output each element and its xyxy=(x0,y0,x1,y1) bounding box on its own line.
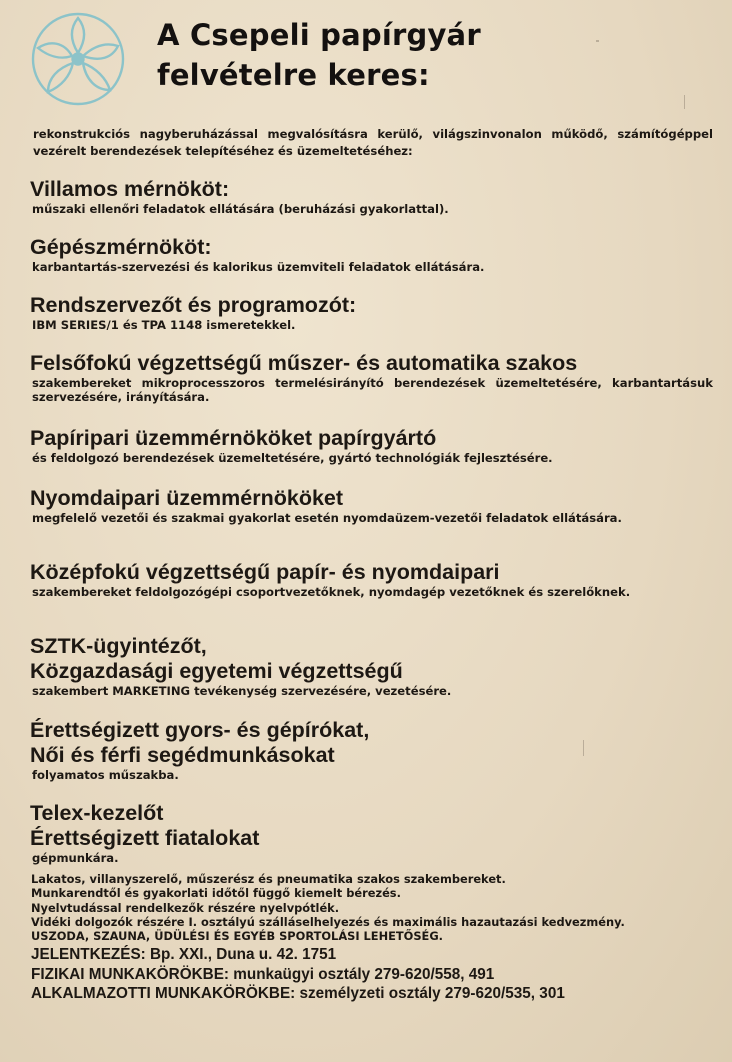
headline-company: A Csepeli papírgyár xyxy=(157,18,481,52)
position-title-secondary: Női és férfi segédmunkásokat xyxy=(30,743,335,767)
position-title: Középfokú végzettségű papír- és nyomdaipari xyxy=(30,560,500,584)
position-title: Papíripari üzemmérnököket papírgyártó xyxy=(30,426,437,450)
position-telex-operator xyxy=(30,801,713,865)
footer-benefits xyxy=(31,872,715,1004)
footer-line: USZODA, SZAUNA, ÜDÜLÉSI ÉS EGYÉB SPORTOLÁSI LEHETŐSÉG. xyxy=(31,929,444,944)
footer-line: Lakatos, villanyszerelő, műszerész és pneumatika szakos szakembereket. xyxy=(31,872,506,886)
position-sztk-admin xyxy=(30,634,713,698)
position-desc: szakembereket feldolgozógépi csoportvezetőknek, nyomdagép vezetőknek és szerelőknek. xyxy=(32,585,631,599)
position-desc: gépmunkára. xyxy=(32,851,119,865)
position-mechanical-engineer xyxy=(30,235,713,274)
position-title: Gépészmérnököt: xyxy=(30,235,212,259)
contact-address: JELENTKEZÉS: Bp. XXI., Duna u. 42. 1751 xyxy=(31,946,337,964)
position-title: Felsőfokú végzettségű műszer- és automatika szakos xyxy=(30,351,578,375)
position-technician xyxy=(30,560,713,599)
position-systems-analyst xyxy=(30,293,713,332)
position-electrical-engineer xyxy=(30,177,713,216)
position-title: SZTK-ügyintézőt, xyxy=(30,634,207,658)
footer-line: Nyelvtudással rendelkezők részére nyelvpótlék. xyxy=(31,900,340,915)
position-desc: műszaki ellenőri feladatok ellátására (beruházási gyakorlattal). xyxy=(32,202,449,216)
position-desc: karbantartás-szervezési és kalorikus üzemviteli feladatok ellátására. xyxy=(32,260,485,274)
position-desc: IBM SERIES/1 és TPA 1148 ismeretekkel. xyxy=(32,318,296,332)
position-desc: megfelelő vezetői és szakmai gyakorlat esetén nyomdaüzem-vezetői feladatok ellátására. xyxy=(32,511,622,525)
position-desc: szakembereket mikroprocesszoros termelésirányító berendezések üzemeltetésére, karbantartásuk szervezésére, irányítására. xyxy=(32,376,713,404)
position-desc: és feldolgozó berendezések üzemeltetésére, gyártó technológiák fejlesztésére. xyxy=(32,451,553,465)
position-title: Rendszervezőt és programozót: xyxy=(30,293,357,317)
position-title: Villamos mérnököt: xyxy=(30,177,230,201)
position-typists xyxy=(30,718,713,782)
position-title: Telex-kezelőt xyxy=(30,801,164,825)
intro-text: rekonstrukciós nagyberuházással megvalósításra kerülő, világszinvonalon működő, számítógéppel vezérelt berendezések telepítéséhez és üzemeltetéséhez: xyxy=(33,127,713,158)
position-title-secondary: Közgazdasági egyetemi végzettségű xyxy=(30,659,403,683)
position-desc: folyamatos műszakba. xyxy=(32,768,179,782)
stylized-flower-logo-icon xyxy=(26,10,130,108)
paper-scratch xyxy=(684,95,685,109)
position-paper-engineer xyxy=(30,426,713,465)
footer-line: Munkarendtől és gyakorlati időtől függő kiemelt bérezés. xyxy=(31,886,401,901)
paper-scratch xyxy=(596,40,599,42)
position-automation-specialist xyxy=(30,351,713,404)
headline-recruiting: felvételre keres: xyxy=(157,58,430,92)
position-printing-engineer xyxy=(30,486,713,525)
position-title: Érettségizett gyors- és gépírókat, xyxy=(30,718,370,742)
position-title: Nyomdaipari üzemmérnököket xyxy=(30,486,344,510)
position-title-secondary: Érettségizett fiatalokat xyxy=(30,826,260,850)
position-desc: szakembert MARKETING tevékenység szervezésére, vezetésére. xyxy=(32,684,452,698)
contact-office-jobs: ALKALMAZOTTI MUNKAKÖRÖKBE: személyzeti osztály 279-620/535, 301 xyxy=(31,985,565,1003)
contact-physical-jobs: FIZIKAI MUNKAKÖRÖKBE: munkaügyi osztály 279-620/558, 491 xyxy=(31,965,495,983)
footer-line: Vidéki dolgozók részére I. osztályú szálláselhelyezés és maximális hazautazási kedvezmény. xyxy=(31,914,625,929)
